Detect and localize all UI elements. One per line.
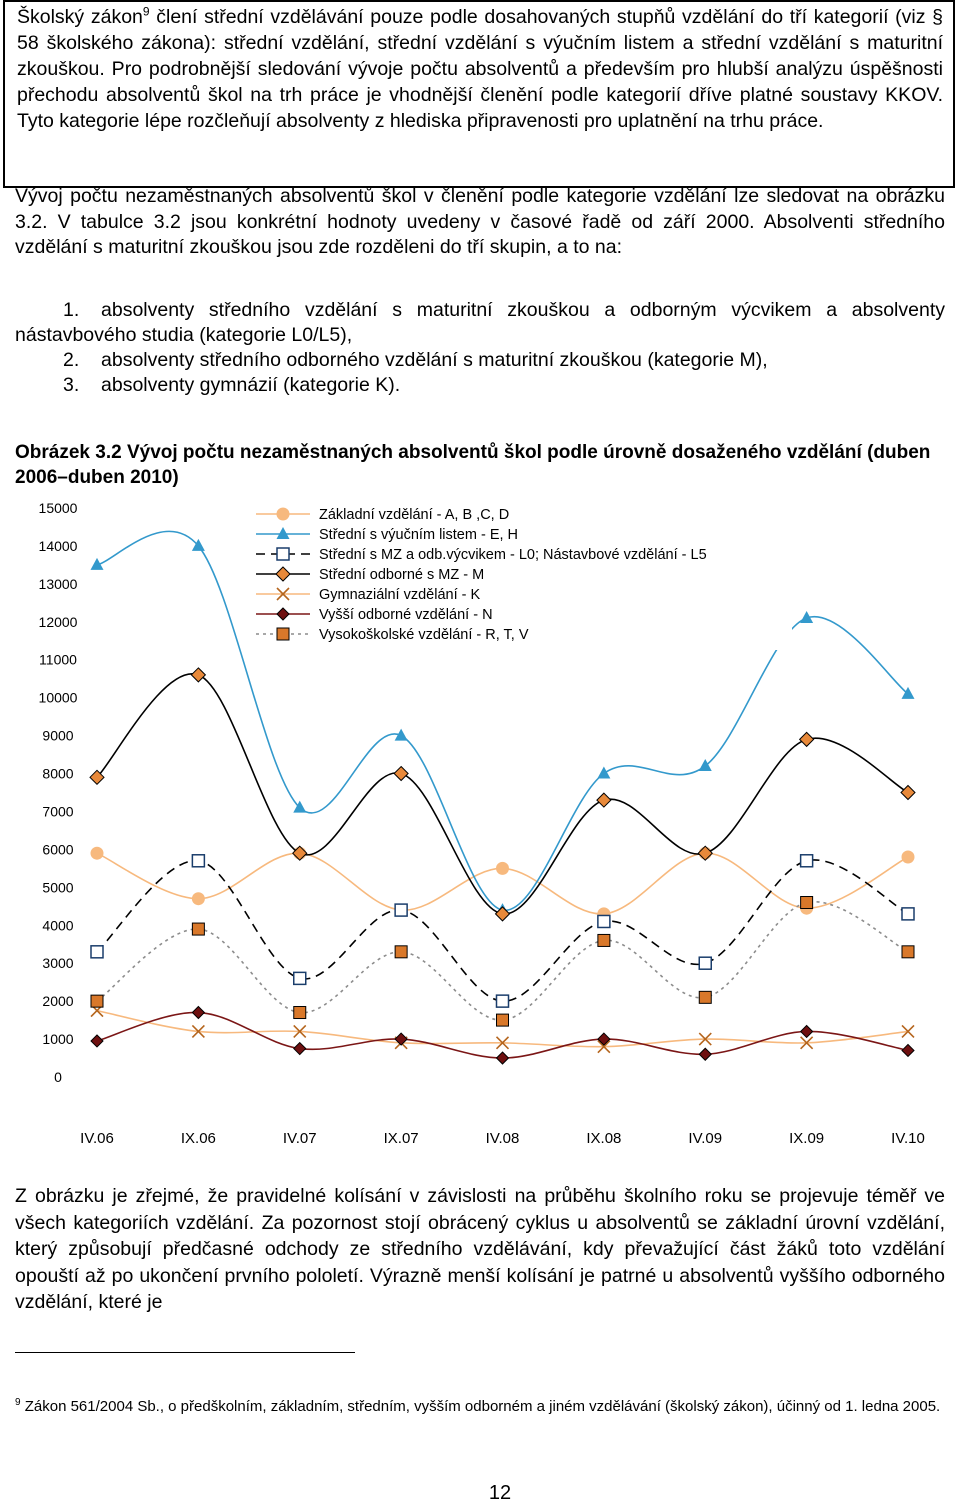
data-point-circle	[277, 508, 289, 520]
list-item-text: absolventy středního vzdělání s maturitní zkouškou a odborným výcvikem a absolventy nástavbového studia (kategorie L0/L5),	[15, 299, 945, 346]
data-point-square	[598, 915, 610, 927]
data-point-square	[277, 548, 289, 560]
x-tick-label: IX.07	[383, 1130, 419, 1147]
data-point-circle	[91, 847, 103, 859]
data-point-triangle	[699, 759, 712, 771]
footnote	[15, 1392, 945, 1418]
intro-box	[3, 0, 955, 188]
unemployment-line-chart	[0, 492, 960, 1157]
data-point-square	[699, 957, 711, 969]
list-item	[15, 348, 945, 373]
y-tick-label: 12000	[38, 613, 78, 630]
data-point-diamond	[91, 1035, 103, 1047]
intro-text-rest: člení střední vzdělávání pouze podle dosahovaných stupňů vzdělání do tří kategorií (viz § 58 školského zákona): střední vzdělání, střední vzdělání s výučním listem a střední vzdělání s maturitní zkouškou. Pro podrobnější sledování vývoje počtu absolventů a především pro hlubší analýzu úspěšnosti přechodu absolventů škol na trh práce je vhodnější členění podle kategorií dříve platné soustavy KKOV. Tyto kategorie lépe rozčleňují absolventy z hlediska připravenosti pro uplatnění na trhu práce.	[17, 6, 943, 132]
y-tick-label: 1000	[42, 1031, 74, 1048]
legend-item	[256, 547, 707, 563]
y-tick-label: 3000	[42, 955, 74, 972]
list-item-text: absolventy středního odborného vzdělání s maturitní zkouškou (kategorie M),	[101, 349, 768, 371]
data-point-circle	[902, 851, 914, 863]
x-tick-label: IV.10	[891, 1130, 925, 1147]
data-point-square	[395, 904, 407, 916]
data-point-diamond	[293, 846, 307, 860]
data-point-square	[902, 908, 914, 920]
figure-caption: Obrázek 3.2 Vývoj počtu nezaměstnaných absolventů škol podle úrovně dosaženého vzdělání (duben 2006–duben 2010)	[15, 442, 931, 488]
series-line	[97, 674, 908, 914]
y-axis-labels	[39, 500, 78, 1085]
x-tick-label: IX.06	[180, 1130, 216, 1147]
data-point-diamond	[294, 1043, 306, 1055]
data-point-diamond	[191, 668, 205, 682]
legend-label: Střední s MZ a odb.výcvikem - L0; Nástavbové vzdělání - L5	[319, 547, 707, 563]
data-point-diamond	[192, 1007, 204, 1019]
y-tick-label: 9000	[42, 727, 74, 744]
data-point-square	[598, 934, 610, 946]
legend-label: Střední s výučním listem - E, H	[319, 527, 519, 543]
series-group	[91, 1005, 914, 1053]
y-tick-label: 6000	[42, 841, 74, 858]
list-item	[15, 373, 945, 398]
list-item	[15, 298, 945, 348]
legend-label: Gymnaziální vzdělání - K	[319, 587, 481, 603]
data-point-square	[294, 972, 306, 984]
y-tick-label: 5000	[42, 879, 74, 896]
data-point-diamond	[698, 846, 712, 860]
paragraph-intro: Vývoj počtu nezaměstnaných absolventů škol v členění podle kategorie vzdělání lze sledovat na obrázku 3.2. V tabulce 3.2 jsou konkrétní hodnoty uvedeny v časové řadě od září 2000. Absolventi středního vzdělání s maturitní zkouškou jsou zde rozděleni do tří skupin, a to na:	[15, 185, 945, 258]
list-item-text: absolventy gymnázií (kategorie K).	[101, 374, 401, 396]
footnote-divider	[15, 1352, 355, 1353]
y-tick-label: 15000	[38, 500, 78, 516]
category-list	[15, 298, 945, 398]
legend-label: Základní vzdělání - A, B ,C, D	[319, 507, 510, 523]
data-point-diamond	[497, 1052, 509, 1064]
legend-label: Vyšší odborné vzdělání - N	[319, 607, 493, 623]
data-point-square	[699, 991, 711, 1003]
data-point-square	[192, 923, 204, 935]
data-point-square	[91, 995, 103, 1007]
paragraph-conclusion: Z obrázku je zřejmé, že pravidelné kolísání v závislosti na průběhu školního roku se projevuje téměř ve všech kategoriích vzdělání. Za pozornost stojí obrácený cyklus u absolventů se základní úrovní vzdělání, který způsobují předčasné odchody ze středního vzdělávání, kdy převažující část žáků toto vzdělání opouští až po ukončení prvního pololetí. Výrazně menší kolísání je patrné u absolventů vyššího odborného vzdělání, které je	[15, 1185, 945, 1313]
data-point-square	[497, 995, 509, 1007]
series-group	[90, 668, 915, 921]
data-point-square	[902, 946, 914, 958]
x-axis-labels	[80, 1130, 925, 1147]
data-point-square	[277, 628, 289, 640]
y-tick-label: 0	[54, 1069, 62, 1085]
footnote-number: 9	[15, 1397, 21, 1408]
list-item-number: 3.	[63, 374, 80, 396]
data-point-diamond	[801, 1025, 813, 1037]
data-point-square	[801, 855, 813, 867]
y-tick-label: 2000	[42, 993, 74, 1010]
page-number: 12	[488, 1482, 512, 1504]
data-point-circle	[497, 862, 509, 874]
data-point-diamond	[699, 1048, 711, 1060]
series-line	[97, 860, 908, 1001]
data-point-square	[294, 1007, 306, 1019]
y-tick-label: 7000	[42, 803, 74, 820]
chart-legend	[254, 498, 792, 650]
data-point-diamond	[394, 767, 408, 781]
y-tick-label: 13000	[38, 575, 78, 592]
footnote-reference[interactable]: 9	[142, 4, 150, 19]
data-point-diamond	[902, 1044, 914, 1056]
y-tick-label: 8000	[42, 765, 74, 782]
footnote-text: Zákon 561/2004 Sb., o předškolním, základním, středním, vyšším odborném a jiném vzdělávání (školský zákon), účinný od 1. ledna 2005.	[24, 1398, 941, 1415]
data-point-square	[801, 897, 813, 909]
y-tick-label: 14000	[38, 537, 78, 554]
data-point-square	[192, 855, 204, 867]
x-tick-label: IX.08	[586, 1130, 622, 1147]
y-tick-label: 10000	[38, 689, 78, 706]
data-point-diamond	[597, 793, 611, 807]
y-tick-label: 4000	[42, 917, 74, 934]
list-item-number: 2.	[63, 349, 80, 371]
intro-text-start: Školský zákon	[17, 6, 143, 28]
x-tick-label: IV.08	[485, 1130, 520, 1147]
x-tick-label: IV.07	[282, 1130, 317, 1147]
data-point-triangle	[597, 767, 610, 779]
data-point-square	[91, 946, 103, 958]
data-point-diamond	[901, 786, 915, 800]
x-tick-label: IV.06	[80, 1130, 114, 1147]
y-tick-label: 11000	[39, 651, 77, 668]
list-item-number: 1.	[63, 299, 80, 321]
data-point-square	[395, 946, 407, 958]
data-point-square	[497, 1014, 509, 1026]
data-point-diamond	[800, 732, 814, 746]
data-point-circle	[192, 893, 204, 905]
x-tick-label: IV.09	[688, 1130, 723, 1147]
x-tick-label: IX.09	[789, 1130, 825, 1147]
legend-label: Střední odborné s MZ - M	[319, 567, 485, 583]
series-group	[91, 855, 914, 1007]
legend-label: Vysokoškolské vzdělání - R, T, V	[319, 627, 529, 643]
